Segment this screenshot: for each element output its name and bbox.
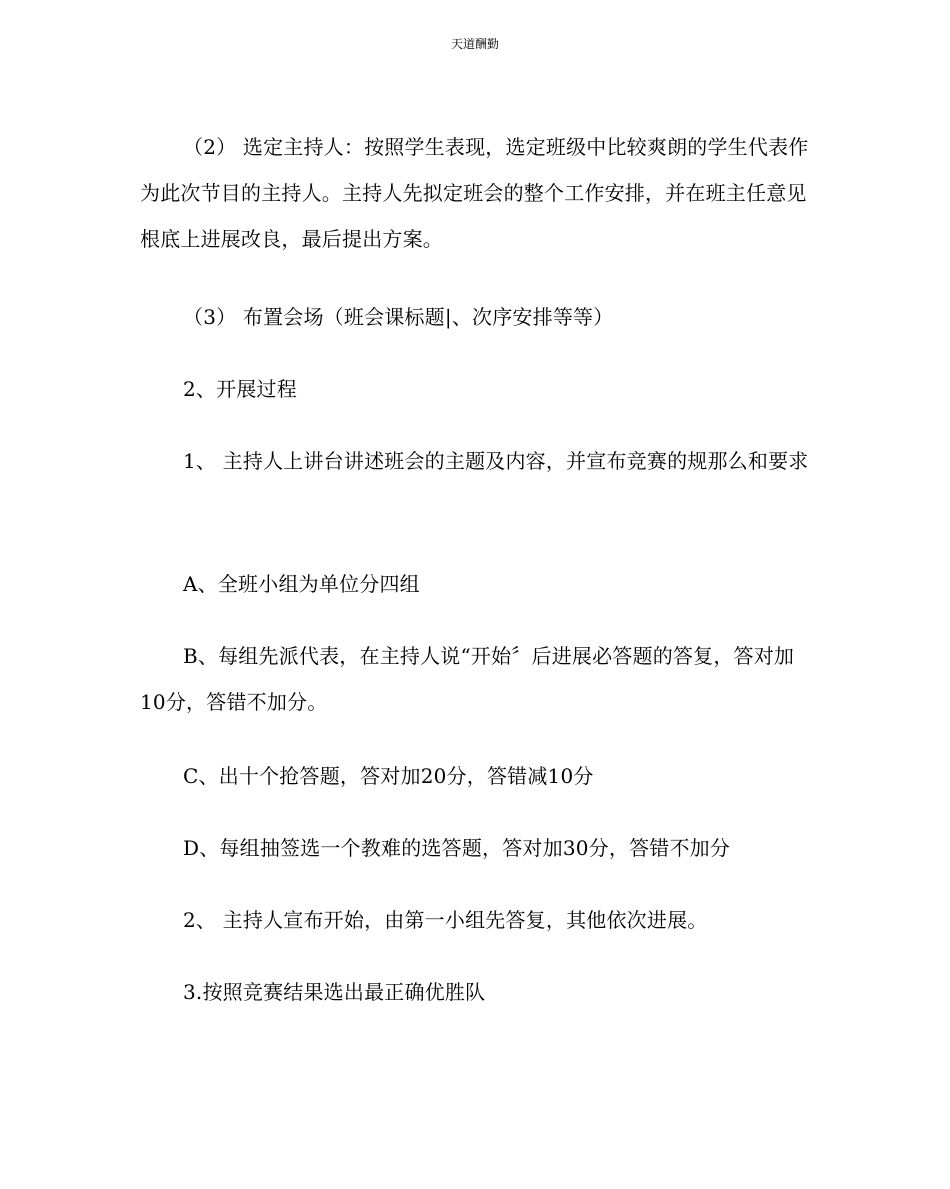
paragraph-select-host: （2） 选定主持人：按照学生表现，选定班级中比较爽朗的学生代表作为此次节目的主持人。主持人先拟定班会的整个工作安排，并在班主任意见根底上进展改良，最后提出方案。 bbox=[140, 135, 809, 251]
page-header: 天道酬勤 bbox=[450, 37, 499, 51]
paragraph-rule-b: B、每组先派代表，在主持人说“开始〞后进展必答题的答复，答对加10分，答错不加分。 bbox=[140, 644, 795, 714]
paragraph-rule-c: C、出十个抢答题，答对加20分，答错减10分 bbox=[183, 764, 594, 788]
paragraph-host-start: 2、 主持人宣布开始，由第一小组先答复，其他依次进展。 bbox=[183, 908, 708, 932]
paragraph-rule-d: D、每组抽签选一个教难的选答题，答对加30分，答错不加分 bbox=[183, 836, 731, 860]
paragraph-process-heading: 2、开展过程 bbox=[183, 377, 297, 401]
paragraph-rule-a: A、全班小组为单位分四组 bbox=[183, 572, 420, 596]
paragraph-host-intro: 1、 主持人上讲台讲述班会的主题及内容，并宣布竞赛的规那么和要求 bbox=[183, 449, 809, 473]
paragraph-arrange-venue: （3） 布置会场（班会课标题|、次序安排等等） bbox=[183, 305, 614, 329]
paragraph-select-winner: 3.按照竞赛结果选出最正确优胜队 bbox=[183, 980, 486, 1004]
